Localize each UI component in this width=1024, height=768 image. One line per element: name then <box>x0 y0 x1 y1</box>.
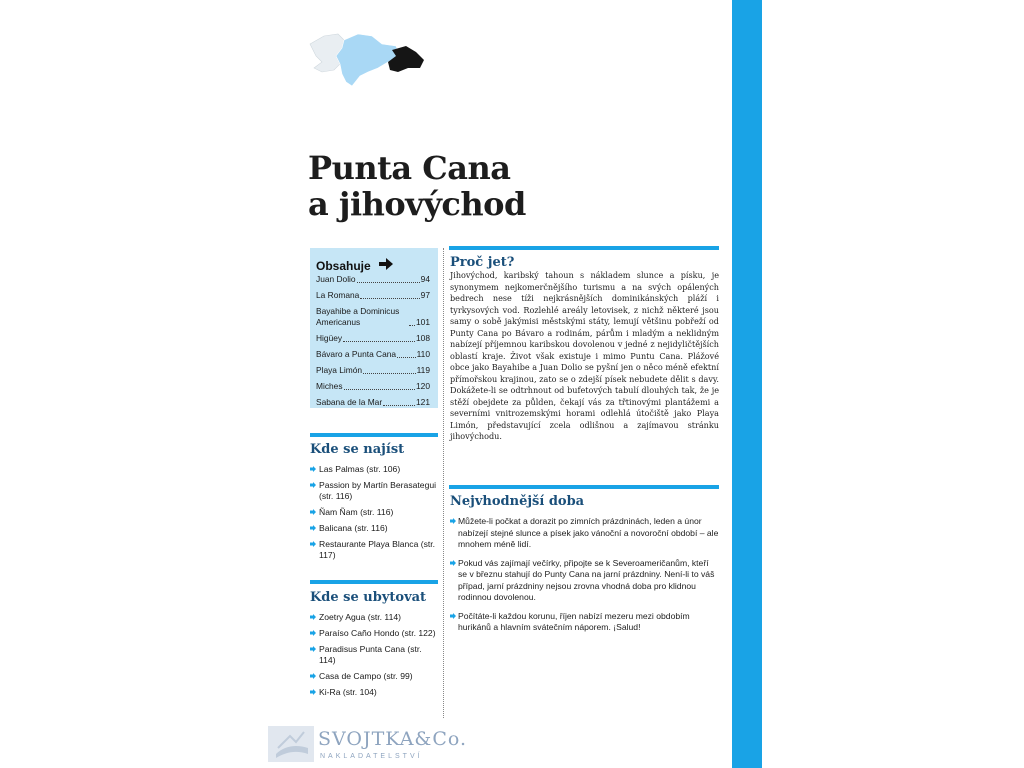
best-time-list-item-text: Pokud vás zajímají večírky, připojte se k Severoameričanům, kteří se v březnu stahují do Punty Cana na jarní prázdniny. Není-li to váš případ, jarní prázdniny nejsou zrovna vhodná doba pro klidnou rodinnou dovolenou. <box>458 557 715 602</box>
contents-item[interactable] <box>316 397 430 408</box>
contents-item[interactable] <box>316 274 430 285</box>
bullet-arrow-icon <box>310 614 316 620</box>
contents-item-page: 120 <box>416 381 430 391</box>
dot-leader <box>409 325 415 326</box>
eat-list-item <box>310 539 438 561</box>
contents-item-page: 108 <box>416 333 430 343</box>
contents-item[interactable] <box>316 333 430 344</box>
contents-item-label: Bayahibe a Dominicus Americanus <box>316 306 400 327</box>
stay-list-item-text: Paradisus Punta Cana (str. 114) <box>319 644 422 665</box>
column-divider <box>443 248 444 718</box>
best-time-list-item-text: Počítáte-li každou korunu, říjen nabízí mezeru mezi obdobím hurikánů a hlavním svátečním náporem. ¡Salud! <box>458 610 690 632</box>
dot-leader <box>363 373 416 374</box>
contents-item[interactable] <box>316 306 430 328</box>
bullet-arrow-icon <box>310 482 316 488</box>
stay-list-item <box>310 671 438 682</box>
stay-list-item-text: Paraíso Caño Hondo (str. 122) <box>319 628 436 638</box>
eat-list <box>310 464 438 566</box>
contents-item-label: Higüey <box>316 333 343 343</box>
eat-list-item-text: Ñam Ñam (str. 116) <box>319 507 394 517</box>
chapter-title-line-2: a jihovýchod <box>308 185 526 223</box>
bullet-arrow-icon <box>310 646 316 652</box>
bullet-arrow-icon <box>310 466 316 472</box>
southeast-region-shape <box>388 46 424 72</box>
bullet-arrow-icon <box>310 525 316 531</box>
stay-section-rule <box>310 580 438 584</box>
dot-leader <box>344 389 415 390</box>
dot-leader <box>383 405 415 406</box>
dot-leader <box>360 298 419 299</box>
why-section-rule <box>449 246 719 250</box>
eat-list-item-text: Las Palmas (str. 106) <box>319 464 401 474</box>
eat-list-item <box>310 507 438 518</box>
dot-leader <box>397 357 416 358</box>
bullet-arrow-icon <box>310 630 316 636</box>
eat-list-item <box>310 480 438 502</box>
stay-list-item <box>310 687 438 698</box>
contents-item-page: 97 <box>420 290 430 300</box>
contents-item-label: La Romana <box>316 290 360 300</box>
stay-list-item-text: Ki-Ra (str. 104) <box>319 687 377 697</box>
best-time-section-title: Nejvhodnější doba <box>450 494 585 509</box>
stay-list-item <box>310 612 438 623</box>
eat-section-rule <box>310 433 438 437</box>
contents-heading: Obsahuje <box>316 259 371 273</box>
stay-list-item-text: Zoetry Agua (str. 114) <box>319 612 401 622</box>
contents-item-page: 101 <box>416 317 430 327</box>
page-edge-stripe <box>732 0 762 768</box>
contents-list <box>316 274 430 413</box>
bullet-arrow-icon <box>310 673 316 679</box>
eat-section-title: Kde se najíst <box>310 442 405 457</box>
contents-item-page: 94 <box>420 274 430 284</box>
contents-item-label: Sabana de la Mar <box>316 397 383 407</box>
eat-list-item-text: Restaurante Playa Blanca (str. 117) <box>319 539 436 560</box>
contents-item[interactable] <box>316 381 430 392</box>
island-locator-map <box>308 26 428 98</box>
eat-list-item-text: Passion by Martín Berasategui (str. 116) <box>319 480 437 501</box>
bullet-arrow-icon <box>450 613 456 619</box>
why-section-text: Jihovýchod, karibský tahoun s nákladem slunce a písku, je synonymem nejkomerčnějšího turismu a na svých opálených bedrech nese tíži nejkrásnějších dominikánských pláží i tyrkysových vod. Rozlehlé areály letovisek, z nichž některé jsou samy o sobě jakýmisi městskými státy, lemují většinu pobřeží od Punty Cana po Bávaro a rodinám, párům i mladým a neklidným nabízejí příjemnou karibskou dovolenou v jedné z nejidyličtějších oblastí kraje. Život však existuje i mimo Puntu Cana. Plážové obce jako Bayahibe a Juan Dolio se pyšní jen o něco méně efektní přímořskou krajinou, zato se o zdejší písek nebudete dělit s davy. Dokážete-li se odtrhnout od bufetových tabulí dlouhých tak, že je stěží obejdete za půlden, čekají vás za třtinovými plantážemi a severními vnitrozemskými horami odlehlá útočiště jako Playa Limón, představující zcela odlišnou a zajímavou stránku jihovýchodu. <box>450 270 719 441</box>
stay-section-title: Kde se ubytovat <box>310 590 427 605</box>
eat-list-item-text: Balicana (str. 116) <box>319 523 388 533</box>
best-time-list-item <box>450 516 719 551</box>
stay-list-item <box>310 644 438 666</box>
bullet-arrow-icon <box>310 689 316 695</box>
contents-item-page: 121 <box>416 397 430 407</box>
best-time-list-item <box>450 558 719 604</box>
best-time-section-rule <box>449 485 719 489</box>
stay-list-item-text: Casa de Campo (str. 99) <box>319 671 413 681</box>
dot-leader <box>343 341 415 342</box>
bullet-arrow-icon <box>310 541 316 547</box>
chapter-title <box>308 150 608 222</box>
dominican-republic-shape <box>336 34 400 86</box>
chapter-title-line-1: Punta Cana <box>308 149 511 187</box>
contents-item-label: Miches <box>316 381 343 391</box>
why-section-title: Proč jet? <box>450 255 515 270</box>
contents-item-label: Juan Dolio <box>316 274 356 284</box>
best-time-list-item-text: Můžete-li počkat a dorazit po zimních prázdninách, leden a únor nabízejí stejné slunce a písek jako vánoční a novoroční období – ale mnohem méně lidí. <box>458 516 719 549</box>
contents-item[interactable] <box>316 290 430 301</box>
arrow-right-icon <box>379 258 393 270</box>
contents-item-page: 110 <box>416 349 430 359</box>
bullet-arrow-icon <box>450 560 456 566</box>
publisher-watermark-subtitle: NAKLADATELSTVÍ <box>320 753 423 760</box>
contents-item-label: Bávaro a Punta Cana <box>316 349 397 359</box>
contents-item-page: 119 <box>416 365 430 375</box>
contents-item[interactable] <box>316 365 430 376</box>
stay-list <box>310 612 438 703</box>
bullet-arrow-icon <box>450 518 456 524</box>
bullet-arrow-icon <box>310 509 316 515</box>
stay-list-item <box>310 628 438 639</box>
dot-leader <box>357 282 420 283</box>
contents-item[interactable] <box>316 349 430 360</box>
best-time-list-item <box>450 611 719 634</box>
contents-item-label: Playa Limón <box>316 365 363 375</box>
eat-list-item <box>310 464 438 475</box>
publisher-watermark-name: SVOJTKA&Co. <box>318 728 468 750</box>
best-time-list <box>450 516 719 641</box>
eat-list-item <box>310 523 438 534</box>
